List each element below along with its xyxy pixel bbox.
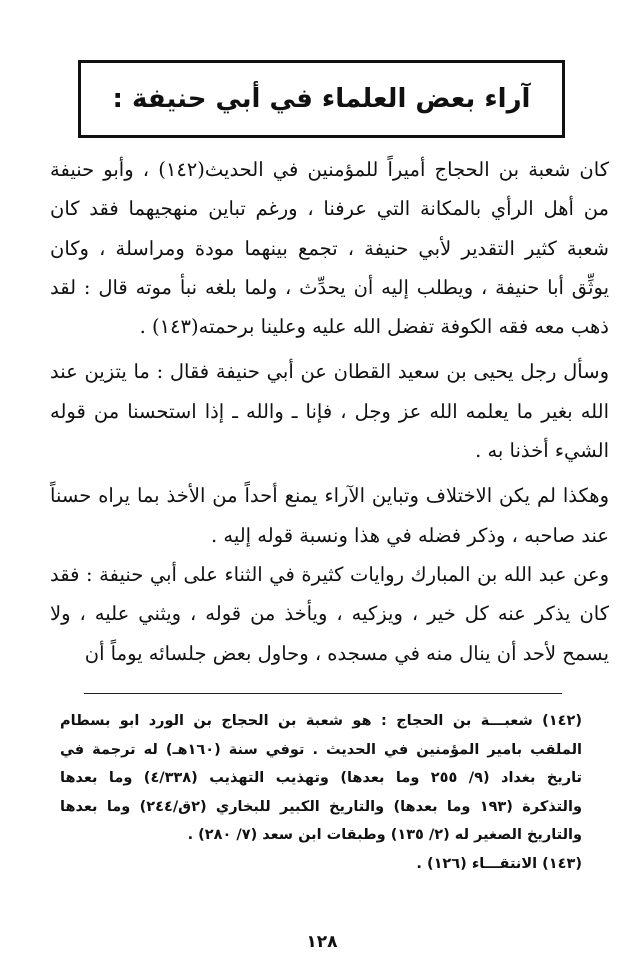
footnote-separator xyxy=(84,693,562,694)
paragraph: وعن عبد الله بن المبارك روايات كثيرة في الثناء على أبي حنيفة : فقد كان يذكر عنه كل خير ، ويزكيه ، ويأخذ من قوله ، ويثني عليه ، ولا يسمح لأحد أن ينال منه في مسجده ، وحاول بعض جلسائه يوماً أن xyxy=(50,562,609,665)
paragraph: كان شعبة بن الحجاج أميراً للمؤمنين في الحديث(١٤٢) ، وأبو حنيفة من أهل الرأي بالمكانة التي عرفنا ، ورغم تباين منهجيهما فقد كان شعبة كثير التقدير لأبي حنيفة ، تجمع بينهما مودة ومراسلة ، وكان يوثِّق أبا حنيفة ، ويطلب إليه أن يحدِّث ، ولما بلغه نبأ موته قال : لقد ذهب معه فقه الكوفة تفضل الله عليه وعلينا برحمته(١٤٣) . xyxy=(50,158,609,339)
footnotes xyxy=(60,707,582,878)
section-title-box xyxy=(78,60,565,138)
paragraph: وهكذا لم يكن الاختلاف وتباين الآراء يمنع أحداً من الأخذ بما يراه حسناً عند صاحبه ، وذكر فضله في هذا ونسبة قوله إليه . xyxy=(50,484,609,547)
footnote: (١٤٣) الانتقـــاء (١٢٦) . xyxy=(416,855,582,872)
footnote: (١٤٢) شعبـــة بن الحجاج : هو شعبة بن الحجاج بن الورد ابو بسطام الملقب بامير المؤمنين في الحديث . توفي سنة (١٦٠هـ) له ترجمة في تاريخ بغداد (٩/ ٢٥٥ وما بعدها) وتهذيب التهذيب (٤/٣٣٨) وما بعدها والتذكرة (١٩٣ وما بعدها) والتاريخ الكبير للبخاري (٢ق/٢٤٤) وما بعدها والتاريخ الصغير له (٢/ ١٣٥) وطبقات ابن سعد (٧/ ٢٨٠) . xyxy=(60,713,582,843)
page-number: ١٢٨ xyxy=(306,932,338,952)
section-title: آراء بعض العلماء في أبي حنيفة : xyxy=(112,84,531,114)
paragraph: وسأل رجل يحيى بن سعيد القطان عن أبي حنيفة فقال : ما يتزين عند الله بغير ما يعلمه الله عز وجل ، فإنا ـ والله ـ إذا استحسنا من قوله الشيء أخذنا به . xyxy=(50,360,609,463)
body-text xyxy=(50,150,609,673)
